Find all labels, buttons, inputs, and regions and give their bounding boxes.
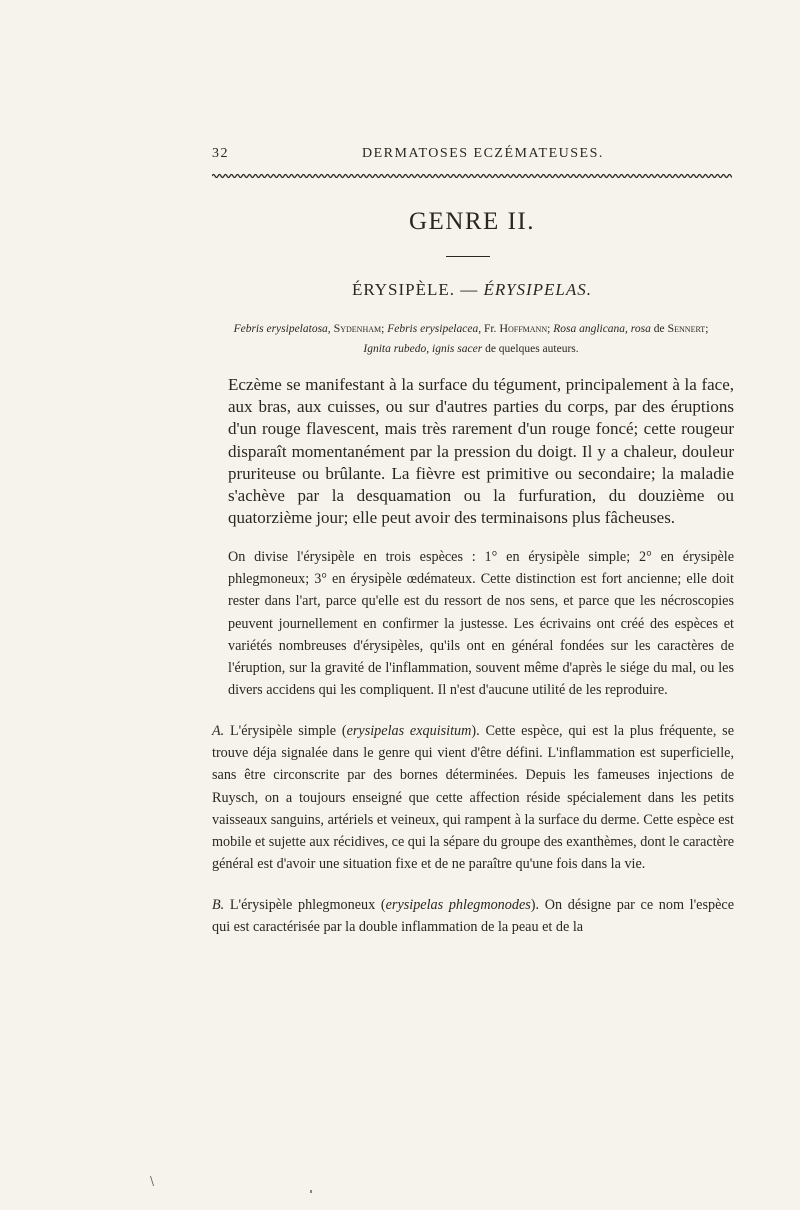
synonyms-block: [206, 318, 736, 359]
species-latin-name: erysipelas exquisitum: [346, 723, 472, 739]
species-a-paragraph: [212, 720, 734, 875]
synonym-author: Hoffmann: [499, 321, 548, 335]
synonym: Febris erysipelacea,: [387, 323, 482, 335]
synonym-tail: de quelques auteurs.: [482, 343, 579, 355]
synonym: Rosa anglicana, rosa: [553, 323, 651, 335]
running-head: [212, 146, 732, 166]
species-latin-name: erysipelas phlegmonodes: [385, 897, 531, 913]
species-text: ). On désigne par ce nom l'espèce qui est caractérisée par la double inflammation de la peau et de la: [212, 897, 734, 936]
margin-dot: [310, 1190, 312, 1193]
synonym: Ignita rubedo, ignis sacer: [363, 343, 483, 355]
separator: ;: [381, 323, 388, 335]
section-title-french: ÉRYSIPÈLE.: [352, 280, 456, 299]
author-prefix: de: [650, 323, 668, 335]
author-prefix: Fr.: [481, 323, 500, 335]
species-lead: L'érysipèle phlegmoneux (: [224, 897, 386, 913]
species-text: ). Cette espèce, qui est la plus fréquente, se trouve déja signalée dans le genre qui vient d'être défini. L'inflammation est superficielle, sans être circonscrite par des bornes déterminées. Depuis les fameuses injections de Ruysch, on a toujours enseigné que cette affection réside spécialement dans les petits vaisseaux sanguins, artériels et veineux, qui rampent à la surface du derme. Cette espèce est mobile et sujette aux récidives, ce qui la sépare du groupe des exanthèmes, dont le caractère général est d'avoir une situation fixe et de ne paraître qu'une fois dans la vie.: [212, 723, 734, 873]
synonym-author: Sydenham: [333, 321, 382, 335]
species-lead: L'érysipèle simple (: [224, 723, 347, 739]
species-b-paragraph: [212, 894, 734, 938]
body-paragraph: On divise l'érysipèle en trois espèces : 1° en érysipèle simple; 2° en érysipèle phlegmoneux; 3° en érysipèle œdémateux. Cette distinction est fort ancienne; elle doit rester dans l'art, parce qu'elle est du ressort de nos sens, et parce que les nécroscopies peuvent journellement en confirmer la justesse. Les écrivains ont créé des espèces et variétés nombreuses d'érysipèles, qu'ils ont en général fondées sur les caractères de l'éruption, sur la gravité de l'inflammation, souvent même d'après le siége du mal, ou les divers accidens qui les compliquent. Il n'est d'aucune utilité de les reproduire.: [228, 549, 734, 699]
species-letter: B.: [212, 897, 225, 913]
genre-heading: GENRE II.: [409, 208, 535, 235]
running-title: DERMATOSES ECZÉMATEUSES.: [362, 146, 604, 161]
section-title-dash: —: [455, 280, 484, 299]
separator: ;: [705, 323, 709, 335]
ornamental-rule: [212, 172, 732, 180]
synonym-author: Sennert: [667, 321, 706, 335]
definition-paragraph: Eczème se manifestant à la surface du tégument, principalement à la face, aux bras, aux cuisses, ou sur d'autres parties du corps, par des éruptions d'un rouge flavescent, mais très rarement d'un rouge foncé; cette rougeur disparaît momentanément par la pression du doigt. Il y a chaleur, douleur pruriteuse ou brûlante. La fièvre est primitive ou secondaire; la maladie s'achève par la desquamation ou la furfuration, du douzième ou quatorzième jour; elle peut avoir des terminaisons plus fâcheuses.: [228, 375, 734, 528]
section-title-latin: ÉRYSIPELAS.: [483, 280, 592, 299]
species-letter: A.: [212, 723, 225, 739]
page-number: 32: [212, 146, 229, 161]
section-title: [212, 280, 732, 300]
heading-rule: [446, 256, 490, 257]
synonym: Febris erysipelatosa,: [233, 323, 331, 335]
separator: ;: [547, 323, 554, 335]
margin-mark: \: [150, 1174, 155, 1188]
